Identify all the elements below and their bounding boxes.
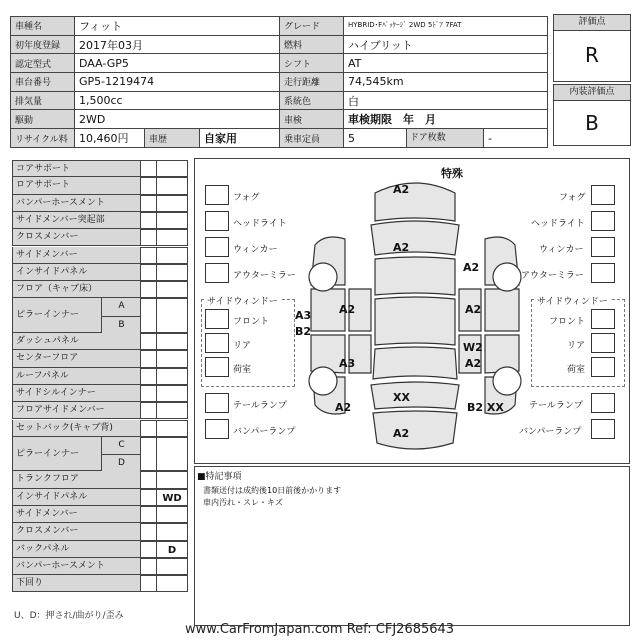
checkbox-right-sw-front[interactable] — [591, 309, 615, 329]
code-hood: A2 — [393, 183, 410, 196]
frame-row-label: フロアサイドメンバー — [13, 402, 141, 418]
code-r-a2: A2 — [465, 357, 482, 370]
frame-mark-cell — [156, 385, 188, 402]
info-row — [11, 110, 548, 129]
frame-row-label: ダッシュパネル — [13, 333, 141, 349]
frame-mark-cell — [156, 437, 188, 472]
frame-mark-cell — [156, 575, 188, 592]
value-capacity: 5 — [348, 131, 355, 145]
right-side-window-title: サイドウィンドー — [535, 294, 610, 307]
value-color: 白 — [344, 91, 548, 110]
checkbox-left-bumper-lamp[interactable] — [205, 419, 229, 439]
label-right-fog: フォグ — [559, 193, 586, 203]
frame-mark-cell — [156, 420, 188, 437]
frame-row-label: サイドシルインナー — [13, 385, 141, 401]
checkbox-left-tail-lamp[interactable] — [205, 393, 229, 413]
label-history: 車歴 — [145, 129, 200, 148]
checkbox-left-fog[interactable] — [205, 185, 229, 205]
frame-row-label: バンパーホースメント — [13, 195, 141, 211]
frame-mark-cell — [156, 506, 188, 523]
code-l-front-door-b: B2 — [295, 325, 312, 338]
label-left-mirror: アウターミラー — [233, 271, 296, 281]
info-row — [11, 17, 548, 36]
label-model-code: 認定型式 — [11, 54, 75, 73]
frame-row-sublabel: A — [101, 298, 141, 315]
frame-row-label: コアサポート — [13, 161, 141, 176]
checkbox-right-bumper-lamp[interactable] — [591, 419, 615, 439]
frame-row-label: バンパーホースメント — [13, 558, 141, 574]
frame-row-label: ピラーインナー — [13, 437, 101, 471]
frame-mark-cell — [156, 471, 188, 488]
overall-score-label: 評価点 — [554, 15, 630, 31]
overall-score-box — [553, 14, 631, 82]
code-lf-fender: A2 — [339, 303, 356, 316]
checkbox-right-tail-lamp[interactable] — [591, 393, 615, 413]
frame-row-label: フロア（キャブ床） — [13, 281, 141, 297]
interior-score-value: B — [585, 111, 599, 135]
label-right-sw-cargo: 荷室 — [567, 365, 586, 375]
frame-row-label: バックパネル — [13, 541, 141, 557]
label-displacement: 排気量 — [11, 91, 75, 110]
code-roof: A2 — [393, 241, 410, 254]
checkbox-left-sw-cargo[interactable] — [205, 357, 229, 377]
value-recycle: 10,460円 — [75, 129, 145, 148]
frame-row-label: クロスメンバー — [13, 229, 141, 245]
frame-row-label: サイドメンバー — [13, 506, 141, 522]
code-r-b2xx: B2 XX — [467, 401, 504, 414]
remarks-panel — [194, 466, 630, 626]
frame-mark-cell — [156, 195, 188, 212]
interior-score-box — [553, 84, 631, 146]
frame-row-sublabel: B — [101, 316, 141, 333]
car-diagram-panel — [194, 158, 630, 464]
frame-row-label: クロスメンバー — [13, 523, 141, 539]
label-right-sw-rear: リア — [567, 341, 586, 351]
frame-mark-cell — [156, 229, 188, 246]
frame-row-label: トランクフロア — [13, 471, 141, 487]
label-right-mirror: アウターミラー — [521, 271, 584, 281]
label-chassis: 車台番号 — [11, 73, 75, 92]
code-l-quarter: A2 — [335, 401, 352, 414]
label-capacity: 乗車定員 — [280, 129, 344, 148]
info-row — [11, 35, 548, 54]
label-left-winker: ウィンカー — [233, 245, 278, 255]
label-inspection: 車検 — [280, 110, 344, 129]
value-mileage: 74,545km — [344, 73, 548, 92]
frame-row-label: サイドメンバー — [13, 247, 141, 263]
checkbox-right-sw-cargo[interactable] — [591, 357, 615, 377]
label-left-sw-cargo: 荷室 — [233, 365, 252, 375]
frame-mark-cell — [156, 333, 188, 350]
label-left-sw-front: フロント — [233, 317, 270, 327]
value-inspection: 車検期限 年 月 — [344, 110, 548, 129]
frame-mark-cell — [156, 177, 188, 194]
frame-mark-cell — [156, 160, 188, 177]
label-drive: 駆動 — [11, 110, 75, 129]
remarks-title: ■特記事項 — [197, 472, 242, 482]
value-shift: AT — [344, 54, 548, 73]
label-right-winker: ウィンカー — [539, 245, 584, 255]
frame-mark-cell — [156, 558, 188, 575]
left-side-window-title: サイドウィンドー — [205, 294, 280, 307]
label-grade: グレード — [280, 17, 344, 36]
frame-mark-cell — [156, 298, 188, 333]
value-chassis: GP5-1219474 — [75, 73, 280, 92]
frame-row-label: ピラーインナー — [13, 298, 101, 332]
checkbox-right-mirror[interactable] — [591, 263, 615, 283]
checkbox-right-fog[interactable] — [591, 185, 615, 205]
label-right-headlight: ヘッドライト — [531, 219, 585, 229]
value-history: 自家用 — [200, 129, 280, 148]
frame-row-label: センターフロア — [13, 350, 141, 366]
frame-row-label: 下回り — [13, 575, 141, 591]
info-row — [11, 73, 548, 92]
code-trunk: XX — [393, 391, 410, 404]
value-car-name: フィット — [75, 17, 280, 36]
remarks-line: 車内汚れ・スレ・キズ — [203, 498, 283, 507]
label-recycle: リサイクル料 — [11, 129, 75, 148]
frame-row-sublabel: C — [101, 437, 141, 454]
label-doors: ドア枚数 — [406, 129, 483, 147]
frame-mark-cell — [156, 212, 188, 229]
code-l-rear: A3 — [339, 357, 356, 370]
frame-row-label: ルーフパネル — [13, 368, 141, 384]
frame-mark-cell — [156, 368, 188, 385]
overall-score-value: R — [585, 43, 599, 67]
label-mileage: 走行距離 — [280, 73, 344, 92]
vehicle-info-table — [10, 16, 548, 148]
frame-mark-cell — [156, 264, 188, 281]
frame-mark-cell — [156, 523, 188, 540]
capacity-door-cell — [344, 129, 484, 148]
info-row — [11, 129, 548, 148]
frame-mark-cell — [156, 281, 188, 298]
label-left-headlight: ヘッドライト — [233, 219, 287, 229]
code-r-door: A2 — [465, 303, 482, 316]
checkbox-left-sw-front[interactable] — [205, 309, 229, 329]
label-left-tail-lamp: テールランプ — [233, 401, 287, 411]
label-left-fog: フォグ — [233, 193, 260, 203]
checkbox-left-sw-rear[interactable] — [205, 333, 229, 353]
label-left-sw-rear: リア — [233, 341, 252, 351]
value-model-code: DAA-GP5 — [75, 54, 280, 73]
value-fuel: ハイブリット — [344, 35, 548, 54]
info-row — [11, 91, 548, 110]
code-r-w2: W2 — [463, 341, 483, 354]
checkbox-left-winker[interactable] — [205, 237, 229, 257]
code-l-front-door-a: A3 — [295, 309, 312, 322]
label-first-reg: 初年度登録 — [11, 35, 75, 54]
frame-mark-cell — [156, 247, 188, 264]
value-first-reg: 2017年03月 — [75, 35, 280, 54]
label-car-name: 車種名 — [11, 17, 75, 36]
frame-mark-cell — [156, 350, 188, 367]
checkbox-right-sw-rear[interactable] — [591, 333, 615, 353]
value-displacement: 1,500cc — [75, 91, 280, 110]
special-label: 特殊 — [441, 167, 463, 180]
label-shift: シフト — [280, 54, 344, 73]
frame-mark-cell: WD — [156, 489, 188, 506]
value-doors: - — [484, 129, 548, 148]
frame-row-label: サイドメンバー突起部 — [13, 212, 141, 228]
label-right-bumper-lamp: バンパーランプ — [519, 427, 582, 437]
checkbox-right-headlight[interactable] — [591, 211, 615, 231]
value-drive: 2WD — [75, 110, 280, 129]
checkbox-left-headlight[interactable] — [205, 211, 229, 231]
watermark: www.CarFromJapan.com Ref: CFJ2685643 — [185, 622, 455, 637]
code-rear-bumper: A2 — [393, 427, 410, 440]
frame-row-label: インサイドパネル — [13, 264, 141, 280]
checkbox-left-mirror[interactable] — [205, 263, 229, 283]
checkbox-right-winker[interactable] — [591, 237, 615, 257]
label-color: 系統色 — [280, 91, 344, 110]
code-r-front: A2 — [463, 261, 480, 274]
label-left-bumper-lamp: バンパーランプ — [233, 427, 296, 437]
remarks-line: 書類送付は成約後10日前後かかります — [203, 486, 342, 495]
label-right-sw-front: フロント — [549, 317, 586, 327]
frame-row-label: ロアサポート — [13, 177, 141, 193]
info-row — [11, 54, 548, 73]
frame-row-label: セットバック(キャブ背) — [13, 420, 141, 436]
label-right-tail-lamp: テールランプ — [529, 401, 583, 411]
frame-row-label: インサイドパネル — [13, 489, 141, 505]
value-grade: HYBRID･Fﾊﾟｯｹｰｼﾞ 2WD 5ﾄﾞｱ 7FAT — [344, 17, 548, 36]
legend-note: U、D：押され/曲がり/歪み — [14, 611, 124, 621]
label-fuel: 燃料 — [280, 35, 344, 54]
frame-mark-cell: D — [156, 541, 188, 558]
frame-mark-cell — [156, 402, 188, 419]
frame-row-sublabel: D — [101, 454, 141, 471]
interior-score-label: 内装評価点 — [554, 85, 630, 101]
